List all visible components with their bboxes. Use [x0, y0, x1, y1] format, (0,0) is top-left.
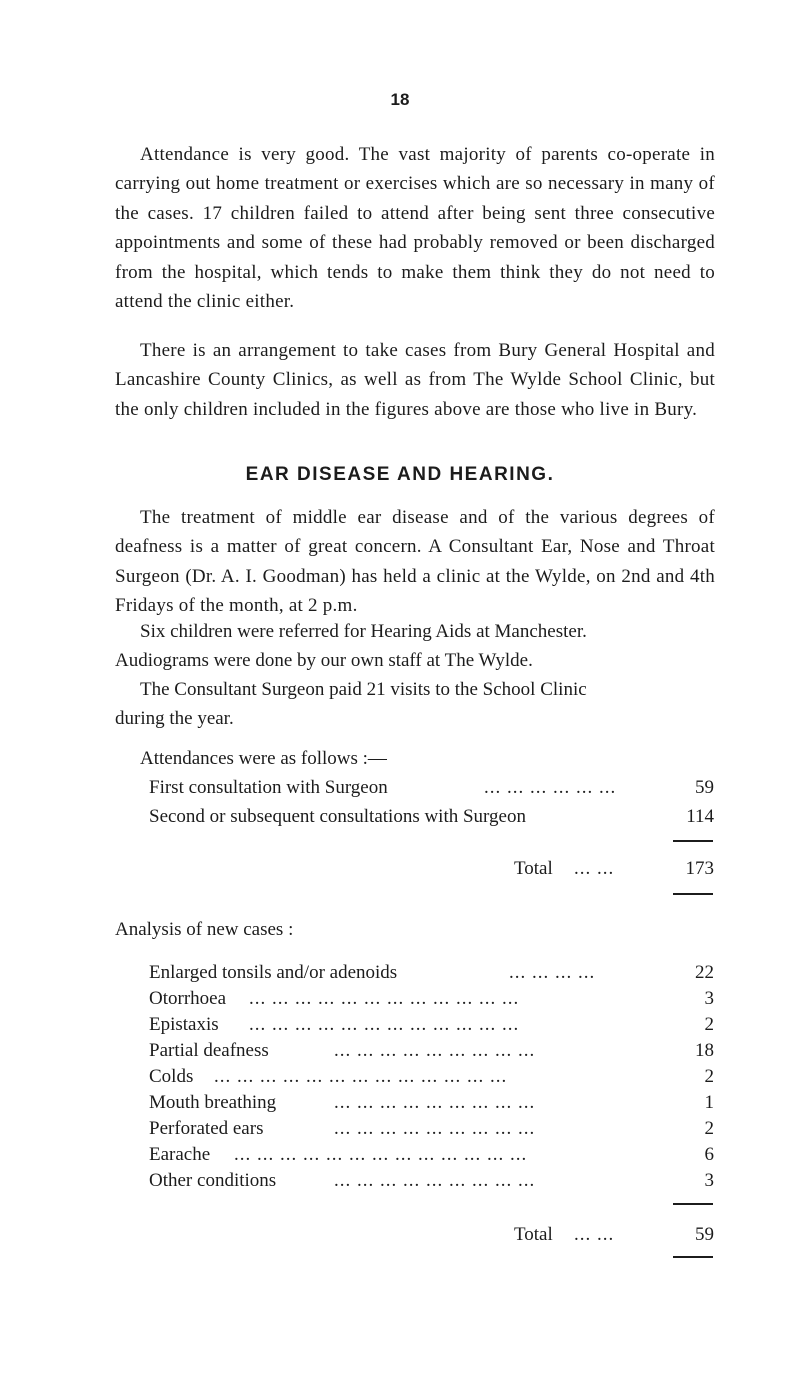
total-value: 59: [695, 1224, 714, 1245]
condition-count: 2: [704, 1066, 714, 1087]
attendance-value: 59: [695, 777, 714, 798]
condition-label: Mouth breathing: [149, 1092, 277, 1113]
attendances-intro: Attendances were as follows :—: [140, 748, 387, 769]
total-label: Total: [514, 1224, 553, 1245]
leader-dots: ... ... ... ... ... ... ... ... ... ... ... ...: [249, 1014, 520, 1035]
section-heading: EAR DISEASE AND HEARING.: [245, 464, 555, 485]
audiograms-line: Audiograms were done by our own staff at The Wylde.: [115, 650, 533, 671]
attendance-label: First consultation with Surgeon: [149, 777, 388, 798]
attendance-row: [149, 777, 714, 803]
paragraph-treatment: [115, 503, 715, 621]
total-rule: [673, 1203, 713, 1205]
analysis-row: [149, 1066, 714, 1092]
analysis-intro: Analysis of new cases :: [115, 919, 294, 940]
total-rule: [673, 893, 713, 895]
analysis-row: [149, 1144, 714, 1170]
condition-label: Colds: [149, 1066, 194, 1087]
leader-dots: ... ... ... ... ... ... ... ... ... ... ... ...: [249, 988, 520, 1009]
attendance-row: [149, 806, 714, 832]
total-rule: [673, 840, 713, 842]
leader-dots: ... ... ... ... ... ...: [484, 777, 617, 798]
leader-dots: ... ... ... ... ... ... ... ... ...: [334, 1040, 536, 1061]
analysis-row: [149, 1014, 714, 1040]
paragraph-arrangement: [115, 336, 715, 424]
leader-dots: ... ... ... ...: [509, 962, 596, 983]
page-number: 18: [390, 90, 410, 109]
condition-count: 1: [704, 1092, 714, 1113]
attendance-label: Second or subsequent consultations with Surgeon: [149, 806, 526, 827]
condition-count: 22: [695, 962, 714, 983]
condition-count: 2: [704, 1118, 714, 1139]
condition-label: Epistaxis: [149, 1014, 219, 1035]
paragraph-attendance: [115, 140, 715, 316]
analysis-row: [149, 1170, 714, 1196]
leader-dots: ... ... ... ... ... ... ... ... ... ... ... ... ...: [214, 1066, 508, 1087]
leader-dots: ... ...: [574, 858, 615, 879]
analysis-row: [149, 962, 714, 988]
total-rule: [673, 1256, 713, 1258]
condition-label: Enlarged tonsils and/or adenoids: [149, 962, 398, 983]
paragraph-attendance-text: Attendance is very good. The vast majority of parents co-operate in carrying out home treatment or exercises which are so necessary in many of the cases. 17 children failed to attend after being sent three consecutive appointments and some of these had probably removed or been discharged from the hospital, which tends to make them think they do not need to attend the clinic either.: [115, 144, 715, 313]
condition-count: 3: [704, 988, 714, 1009]
leader-dots: ... ... ... ... ... ... ... ... ...: [334, 1092, 536, 1113]
leader-dots: ... ... ... ... ... ... ... ... ...: [334, 1118, 536, 1139]
consultant-visits-line: The Consultant Surgeon paid 21 visits to the School Clinic: [140, 679, 587, 700]
analysis-row: [149, 1040, 714, 1066]
analysis-total-row: [149, 1224, 714, 1250]
paragraph-treatment-text: The treatment of middle ear disease and of the various degrees of deafness is a matter of great concern. A Consultant Ear, Nose and Throat Surgeon (Dr. A. I. Goodman) has held a clinic at the Wylde, on 2nd and 4th Fridays of the month, at 2 p.m.: [115, 507, 715, 617]
total-label: Total: [514, 858, 553, 879]
condition-count: 18: [695, 1040, 714, 1061]
condition-count: 3: [704, 1170, 714, 1191]
analysis-row: [149, 1118, 714, 1144]
condition-label: Other conditions: [149, 1170, 277, 1191]
condition-label: Otorrhoea: [149, 988, 227, 1009]
total-value: 173: [685, 858, 714, 879]
during-year-line: during the year.: [115, 708, 234, 729]
condition-count: 2: [704, 1014, 714, 1035]
condition-label: Partial deafness: [149, 1040, 269, 1061]
attendance-value: 114: [686, 806, 714, 827]
paragraph-arrangement-text: There is an arrangement to take cases from Bury General Hospital and Lancashire County Clinics, as well as from The Wylde School Clinic, but the only children included in the figures above are those who live in Bury.: [115, 340, 715, 420]
analysis-row: [149, 1092, 714, 1118]
condition-label: Earache: [149, 1144, 211, 1165]
condition-label: Perforated ears: [149, 1118, 264, 1139]
condition-count: 6: [704, 1144, 714, 1165]
leader-dots: ... ... ... ... ... ... ... ... ...: [334, 1170, 536, 1191]
attendance-total-row: [149, 858, 714, 884]
analysis-row: [149, 988, 714, 1014]
leader-dots: ... ...: [574, 1224, 615, 1245]
leader-dots: ... ... ... ... ... ... ... ... ... ... ... ... ...: [234, 1144, 528, 1165]
hearing-aids-line: Six children were referred for Hearing Aids at Manchester.: [140, 621, 587, 642]
